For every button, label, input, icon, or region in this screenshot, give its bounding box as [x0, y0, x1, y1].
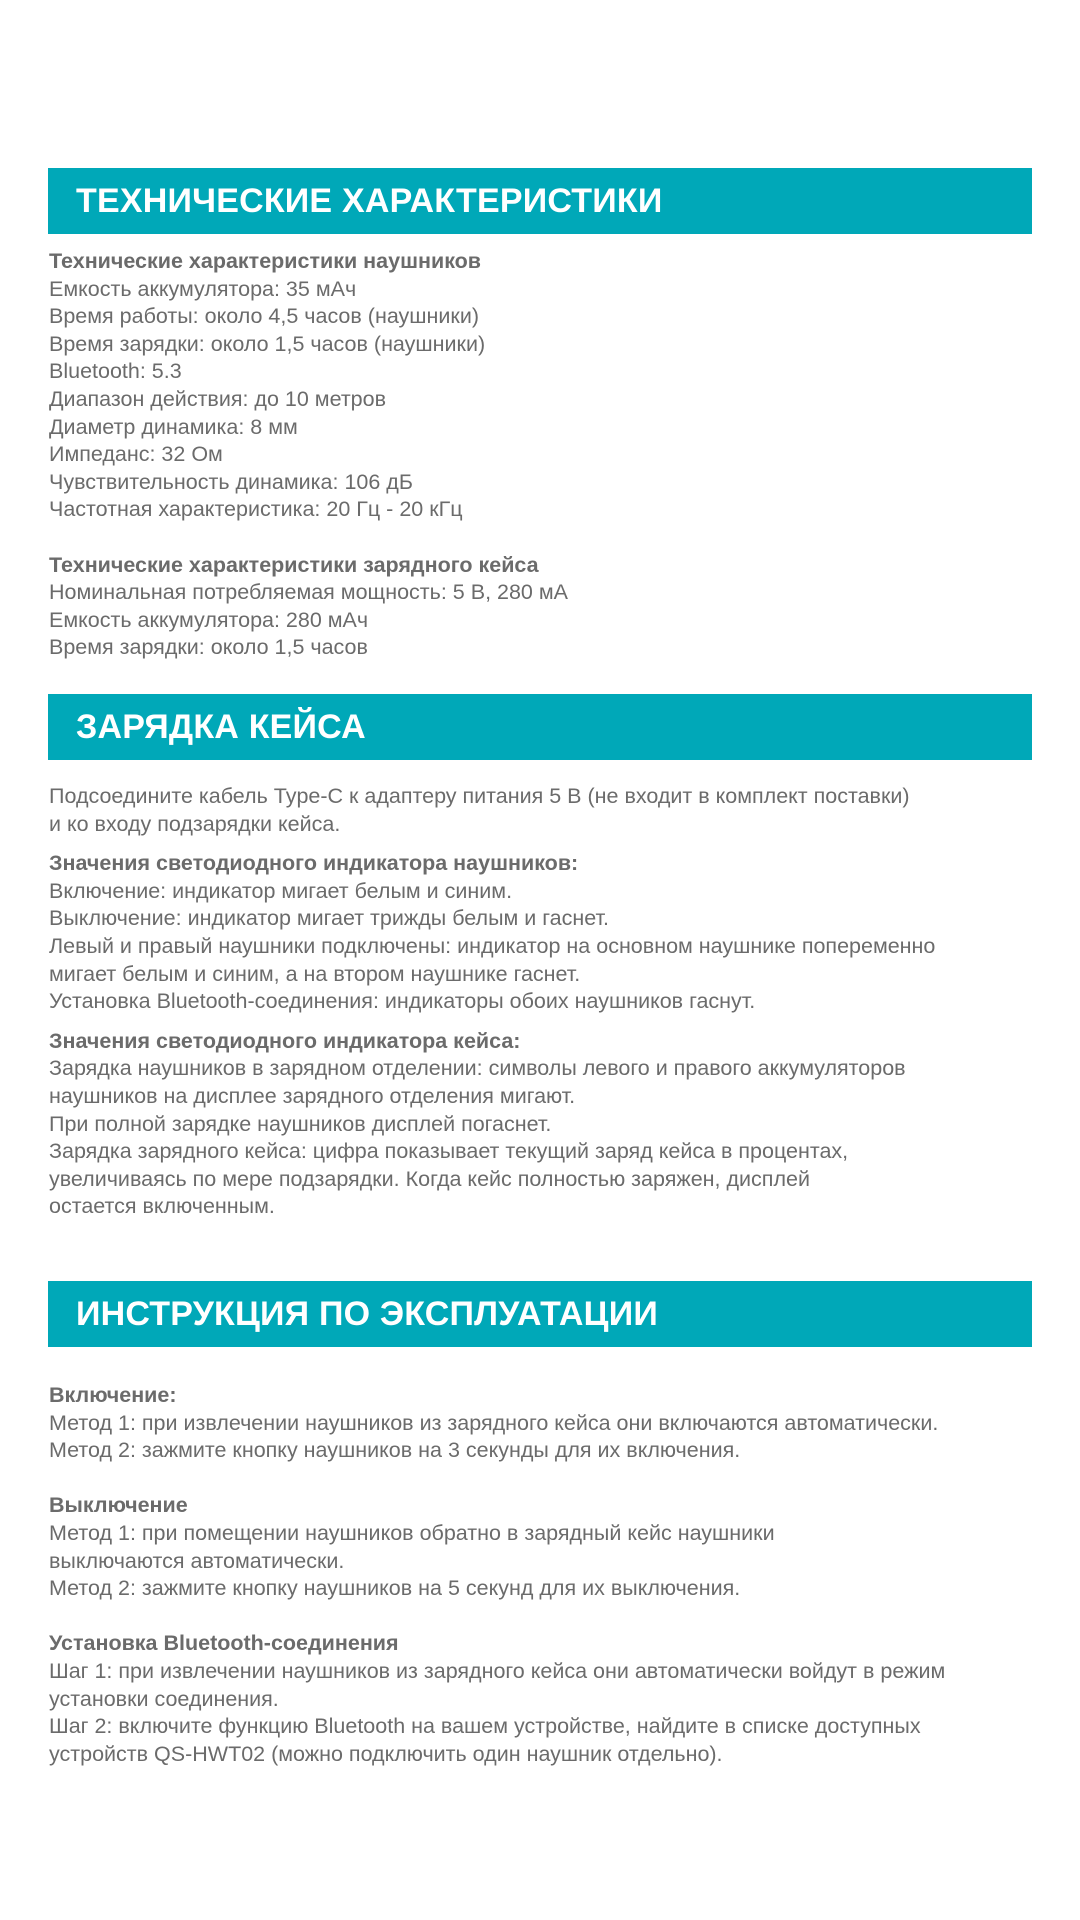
spec-line: Частотная характеристика: 20 Гц - 20 кГц — [49, 497, 463, 522]
case-led-line: увеличиваясь по мере подзарядки. Когда кейс полностью заряжен, дисплей — [49, 1166, 810, 1191]
spec-line: Емкость аккумулятора: 35 мАч — [49, 276, 357, 301]
section-title-manual: ИНСТРУКЦИЯ ПО ЭКСПЛУАТАЦИИ — [76, 1294, 658, 1333]
power-on-line: Метод 2: зажмите кнопку наушников на 3 секунды для их включения. — [49, 1438, 741, 1463]
spec-line: Диапазон действия: до 10 метров — [49, 386, 387, 411]
bluetooth-pairing-line: Шаг 1: при извлечении наушников из зарядного кейса они автоматически войдут в режим — [49, 1658, 946, 1683]
earbud-led-line: Левый и правый наушники подключены: индикатор на основном наушнике попеременно — [49, 933, 936, 958]
power-off-heading: Выключение — [49, 1493, 188, 1518]
earbud-led-line: Установка Bluetooth-соединения: индикаторы обоих наушников гаснут. — [49, 989, 756, 1014]
spec-line: Диаметр динамика: 8 мм — [49, 414, 298, 439]
section-title-specs: ТЕХНИЧЕСКИЕ ХАРАКТЕРИСТИКИ — [76, 181, 663, 220]
power-off-line: выключаются автоматически. — [49, 1548, 345, 1573]
case-led-line: Зарядка зарядного кейса: цифра показывает текущий заряд кейса в процентах, — [49, 1139, 849, 1164]
power-on-line: Метод 1: при извлечении наушников из зарядного кейса они включаются автоматически. — [49, 1410, 939, 1435]
case-led-line: остается включенным. — [49, 1194, 275, 1219]
case-led-line: Зарядка наушников в зарядном отделении: символы левого и правого аккумуляторов — [49, 1056, 906, 1081]
spec-line: Емкость аккумулятора: 280 мАч — [49, 607, 369, 632]
power-on-heading: Включение: — [49, 1383, 177, 1407]
earbuds-specs-heading: Технические характеристики наушников — [49, 249, 482, 273]
bluetooth-pairing-line: установки соединения. — [49, 1686, 279, 1711]
section-header-specs — [48, 168, 1032, 234]
earbud-led-line: мигает белым и синим, а на втором наушнике гаснет. — [49, 961, 581, 986]
earbud-led-line: Выключение: индикатор мигает трижды белым и гаснет. — [49, 906, 609, 931]
spec-line: Импеданс: 32 Ом — [49, 442, 223, 467]
case-led-heading: Значения светодиодного индикатора кейса: — [49, 1028, 521, 1053]
charging-content — [49, 783, 1039, 1221]
charging-intro-line: и ко входу подзарядки кейса. — [49, 811, 341, 836]
case-specs-heading: Технические характеристики зарядного кейса — [49, 552, 539, 577]
specs-content — [49, 248, 1039, 662]
section-header-manual — [48, 1281, 1032, 1347]
bluetooth-pairing-line: Шаг 2: включите функцию Bluetooth на вашем устройстве, найдите в списке доступных — [49, 1714, 921, 1739]
spec-line: Время зарядки: около 1,5 часов — [49, 635, 368, 660]
section-header-charging — [48, 694, 1032, 760]
power-off-line: Метод 1: при помещении наушников обратно в зарядный кейс наушники — [49, 1520, 775, 1545]
spec-line: Bluetooth: 5.3 — [49, 359, 182, 384]
charging-intro-line: Подсоедините кабель Type-C к адаптеру питания 5 В (не входит в комплект поставки) — [49, 784, 910, 808]
case-led-line: наушников на дисплее зарядного отделения мигают. — [49, 1083, 576, 1108]
power-off-line: Метод 2: зажмите кнопку наушников на 5 секунд для их выключения. — [49, 1576, 741, 1601]
earbud-led-heading: Значения светодиодного индикатора наушников: — [49, 851, 579, 876]
spec-line: Номинальная потребляемая мощность: 5 В, 280 мА — [49, 580, 568, 605]
spec-line: Время зарядки: около 1,5 часов (наушники) — [49, 331, 486, 356]
section-title-charging: ЗАРЯДКА КЕЙСА — [76, 707, 366, 746]
earbud-led-line: Включение: индикатор мигает белым и синим. — [49, 878, 513, 903]
case-led-line: При полной зарядке наушников дисплей погаснет. — [49, 1111, 552, 1136]
spec-line: Чувствительность динамика: 106 дБ — [49, 469, 413, 494]
spec-line: Время работы: около 4,5 часов (наушники) — [49, 304, 479, 329]
bluetooth-pairing-line: устройств QS-HWT02 (можно подключить один наушник отдельно). — [49, 1741, 723, 1766]
bluetooth-pairing-heading: Установка Bluetooth-соединения — [49, 1631, 399, 1656]
manual-content — [49, 1382, 1039, 1768]
